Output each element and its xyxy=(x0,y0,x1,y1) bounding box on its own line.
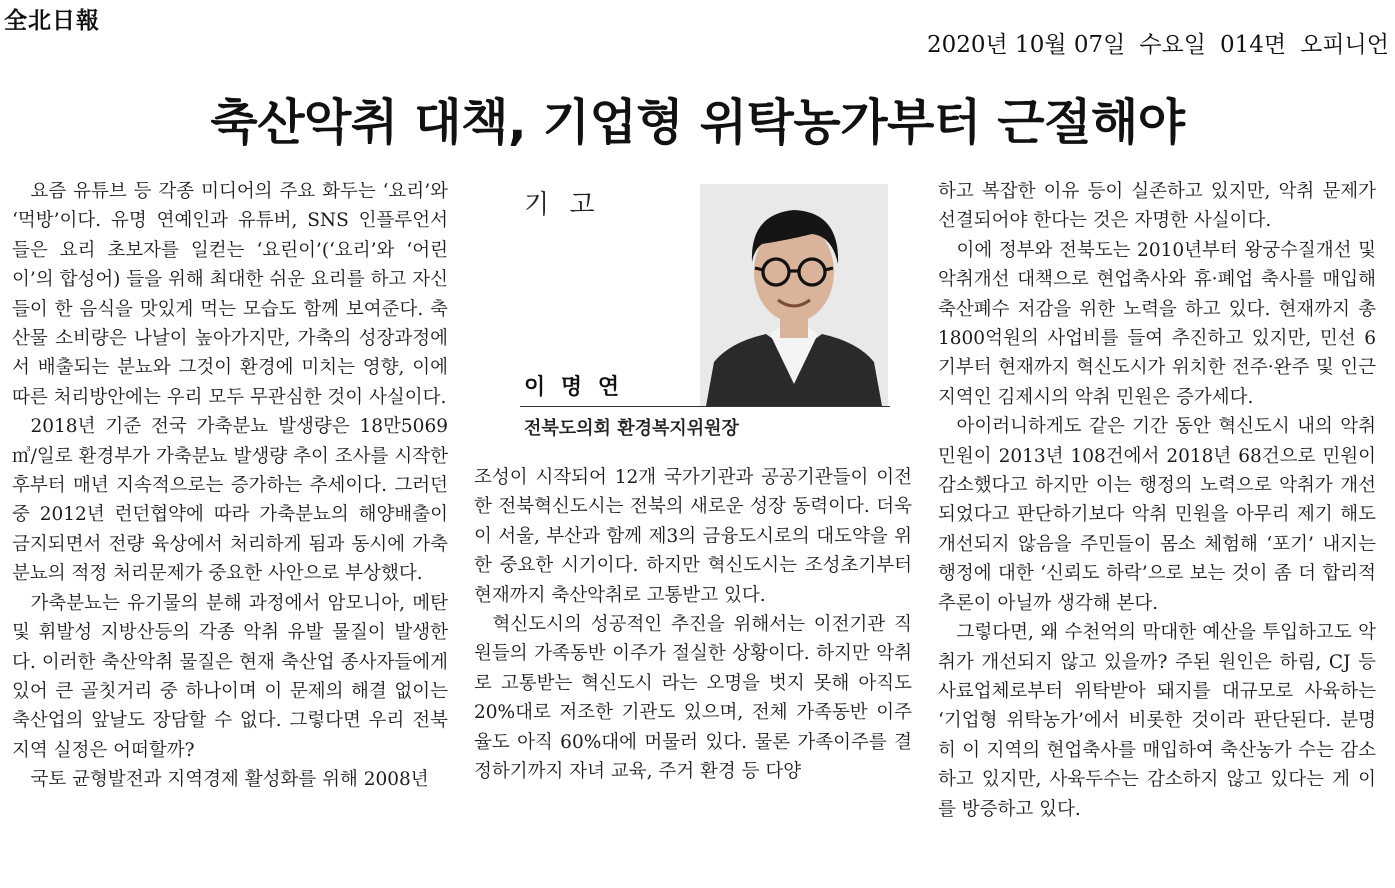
author-photo xyxy=(700,184,888,406)
column-label: 기 고 xyxy=(524,190,601,220)
author-portrait-image xyxy=(700,184,888,406)
paragraph: 국토 균형발전과 지역경제 활성화를 위해 2008년 xyxy=(30,769,429,791)
newspaper-logo: 全北日報 xyxy=(4,8,100,34)
article-column-2 xyxy=(474,463,912,786)
paragraph: 이에 정부와 전북도는 2010년부터 왕궁수질개선 및 악취개선 대책으로 현업축사와 휴·폐업 축사를 매입해 축산폐수 저감을 위한 노력을 하고 있다. 현재까지 총 1800억원의 사업비를 들여 추진하고 있지만, 민선 6기부터 현재까지 혁신도시가 위치한 전주·완주 및 인근 지역인 김제시의 악취 민원은 증가세다. xyxy=(938,239,1376,408)
issue-weekday: 수요일 xyxy=(1139,32,1206,58)
paragraph: 조성이 시작되어 12개 국가기관과 공공기관들이 이전한 전북혁신도시는 전북의 새로운 성장 동력이다. 더욱이 서울, 부산과 함께 제3의 금융도시로의 대도약을 위한 중요한 시기이다. 하지만 혁신도시는 조성초기부터 현재까지 축산악취로 고통받고 있다. xyxy=(474,467,912,606)
issue-date: 2020년 10월 07일 xyxy=(927,32,1126,58)
page-number: 014면 xyxy=(1220,32,1287,58)
paragraph: 2018년 기준 전국 가축분뇨 발생량은 18만5069㎥/일로 환경부가 가축분뇨 발생량 추이 조사를 시작한 후부터 매년 지속적으로는 증가하는 추세이다. 그러던 중 2012년 런던협약에 따라 가축분뇨의 해양배출이 금지되면서 전량 육상에서 처리하게 됨과 동시에 가축분뇨의 적정 처리문제가 중요한 사안으로 부상했다. xyxy=(12,416,448,585)
article-headline: 축산악취 대책, 기업형 위탁농가부터 근절해야 xyxy=(210,94,1185,151)
paragraph: 아이러니하게도 같은 기간 동안 혁신도시 내의 악취 민원이 2013년 108건에서 2018년 68건으로 민원이 감소했다고 하지만 이는 행정의 노력으로 악취가 개선되었다고 판단하기보다 악취 민원을 아무리 제기 해도 개선되지 않음을 주민들이 몸소 체험해 ‘포기’ 내지는 행정에 대한 ‘신뢰도 하락’으로 보는 것이 좀 더 합리적 추론이 아닐까 생각해 본다. xyxy=(938,416,1376,614)
paragraph: 그렇다면, 왜 수천억의 막대한 예산을 투입하고도 악취가 개선되지 않고 있을까? 주된 원인은 하림, CJ 등 사료업체로부터 위탁받아 돼지를 대규모로 사육하는 ‘기업형 위탁농가’에서 비롯한 것이라 판단된다. 분명히 이 지역의 현업축사를 매입하여 축산농가 수는 감소하고 있지만, 사육두수는 감소하지 않고 있다는 게 이를 방증하고 있다. xyxy=(938,622,1376,820)
paragraph: 요즘 유튜브 등 각종 미디어의 주요 화두는 ‘요리’와 ‘먹방’이다. 유명 연예인과 유튜버, SNS 인플루언서 들은 요리 초보자를 일컫는 ‘요린이’(‘요리’와 ‘어린이’의 합성어) 들을 위해 최대한 쉬운 요리를 하고 자신들이 한 음식을 맛있게 먹는 모습도 함께 보여준다. 축산물 소비량은 나날이 높아가지만, 가축의 성장과정에서 배출되는 분뇨와 그것이 환경에 미치는 영향, 이에 따른 처리방안에는 우리 모두 무관심한 것이 사실이다. xyxy=(12,181,448,408)
article-column-1 xyxy=(12,177,448,795)
author-divider xyxy=(520,406,890,407)
author-title: 전북도의회 환경복지위원장 xyxy=(524,418,739,439)
section-name: 오피니언 xyxy=(1300,32,1389,58)
author-name: 이 명 연 xyxy=(524,375,624,400)
paragraph: 가축분뇨는 유기물의 분해 과정에서 암모니아, 메탄 및 휘발성 지방산등의 각종 악취 유발 물질이 발생한다. 이러한 축산악취 물질은 현재 축산업 종사자들에게 있어 큰 골칫거리 중 하나이며 이 문제의 해결 없이는 축산업의 앞날도 장담할 수 없다. 그렇다면 우리 전북지역 실정은 어떠할까? xyxy=(12,592,448,761)
paragraph: 혁신도시의 성공적인 추진을 위해서는 이전기관 직원들의 가족동반 이주가 절실한 상황이다. 하지만 악취로 고통받는 혁신도시 라는 오명을 벗지 못해 아직도 20%대로 저조한 기관도 있으며, 전체 가족동반 이주율도 아직 60%대에 머물러 있다. 물론 가족이주를 결정하기까지 자녀 교육, 주거 환경 등 다양 xyxy=(474,614,912,783)
paragraph: 하고 복잡한 이유 등이 실존하고 있지만, 악취 문제가 선결되어야 한다는 것은 자명한 사실이다. xyxy=(938,181,1376,232)
article-column-3 xyxy=(938,177,1376,824)
dateline xyxy=(913,26,1389,59)
